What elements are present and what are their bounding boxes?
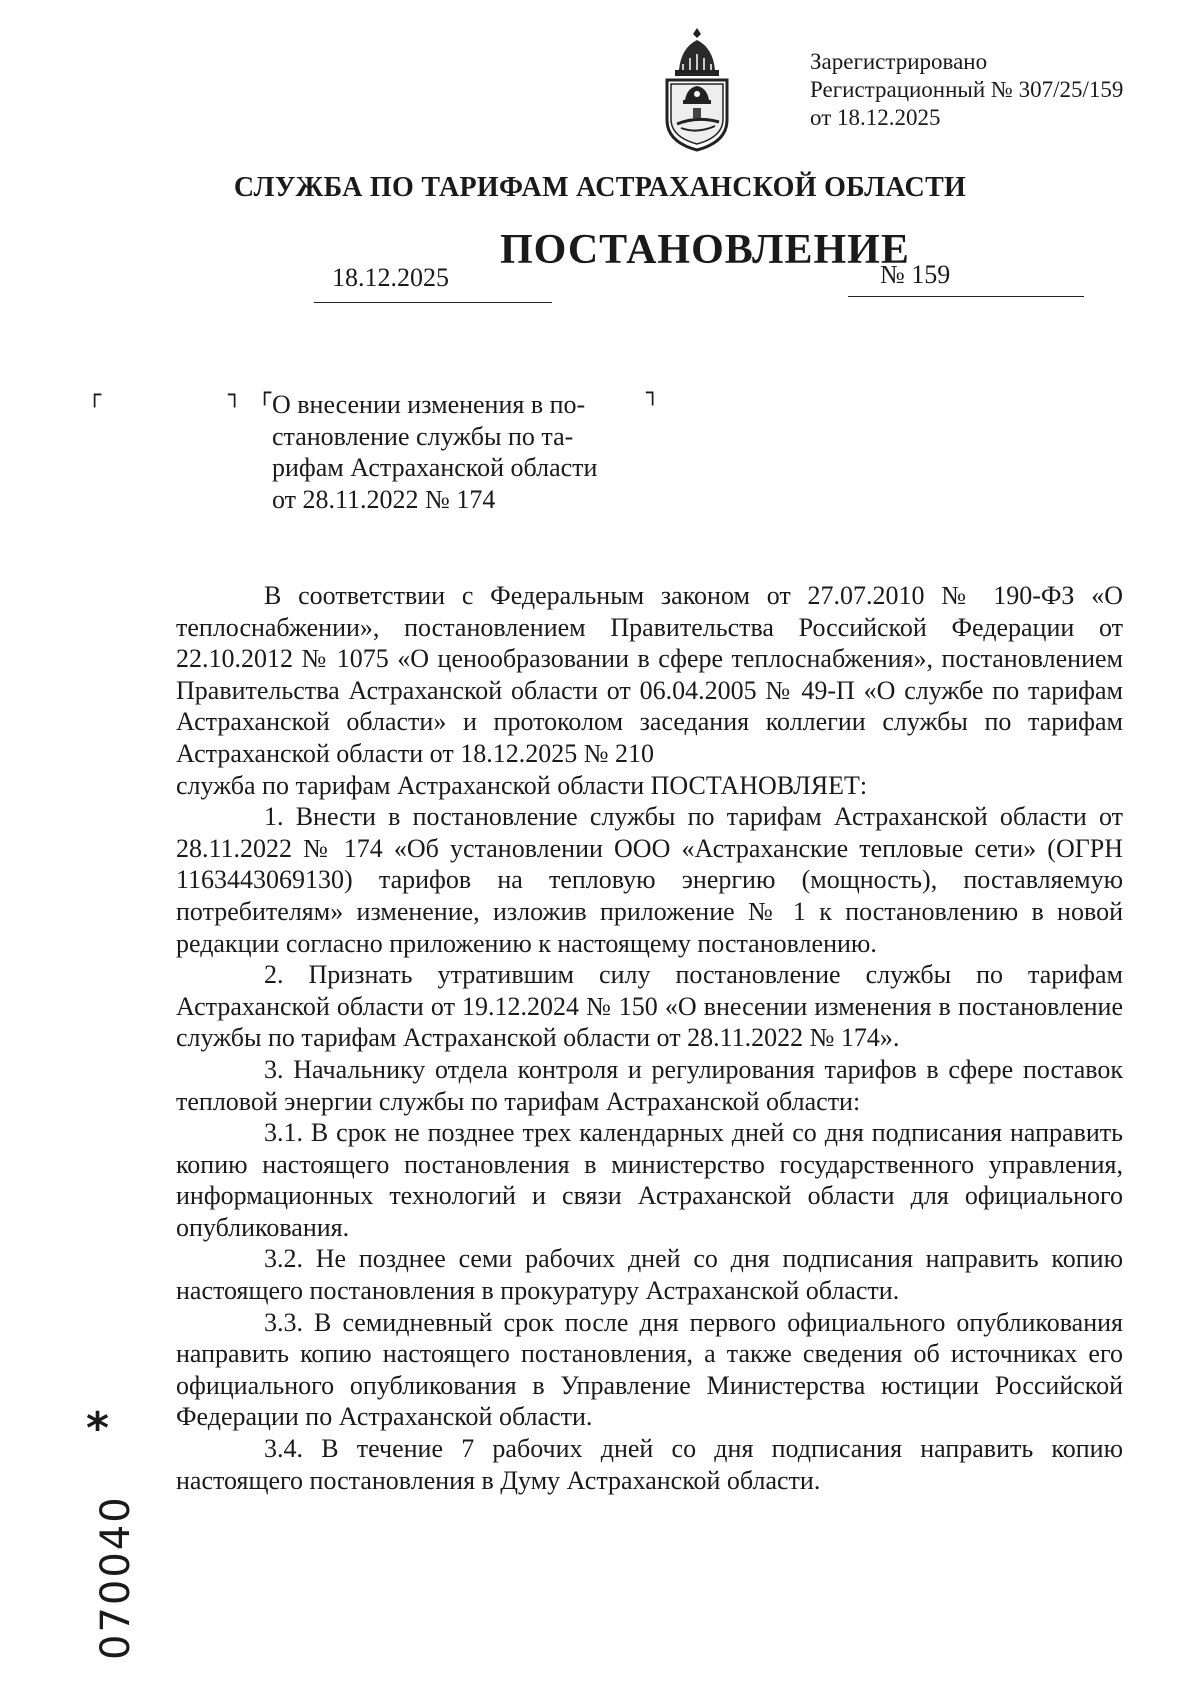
coat-of-arms-emblem [657, 24, 737, 154]
subject-line: от 28.11.2022 № 174 [272, 484, 496, 514]
document-subject [272, 389, 632, 515]
resolution-item: 3.3. В семидневный срок после дня первого официального опубликования направить копию настоящего постановления, а также сведения об источниках его официального опубликования в Управление Министерства юстиции Российской Федерации по Астраханской области. [176, 1307, 1123, 1432]
registration-number: Регистрационный № 307/25/159 [810, 77, 1124, 102]
subject-line: рифам Астраханской области [272, 453, 598, 482]
resolution-item: 3.4. В течение 7 рабочих дней со дня подписания направить копию настоящего постановления в Думу Астраханской области. [176, 1434, 1123, 1495]
resolution-item: 3.1. В срок не позднее трех календарных дней со дня подписания направить копию настоящего постановления в министерство государственного управления, информационных технологий и связи Астраханской области для официального опубликования. [176, 1118, 1123, 1242]
margin-star-mark: * [86, 1403, 110, 1454]
margin-serial-stamp: 070040 [93, 1495, 139, 1660]
resolution-item: 3. Начальнику отдела контроля и регулирования тарифов в сфере поставок тепловой энергии службы по тарифам Астраханской области: [176, 1054, 1123, 1116]
registration-block [810, 48, 1123, 132]
corner-bracket-subject-left: ┌ [258, 381, 272, 406]
preamble-paragraph: В соответствии с Федеральным законом от 27.07.2010 № 190-ФЗ «О теплоснабжении», постановлением Правительства Российской Федерации от 22.10.2012 № 1075 «О ценообразовании в сфере теплоснабжения», постановлением Правительства Астраханской области от 06.04.2005 № 49-П «О службе по тарифам Астраханской области» и протоколом заседания коллегии службы по тарифам Астраханской области от 18.12.2025 № 210 [176, 581, 1123, 768]
corner-bracket-mid-right: ┐ [228, 383, 242, 408]
registration-date: от 18.12.2025 [810, 105, 941, 130]
corner-bracket-subject-right: ┐ [646, 381, 660, 406]
agency-name: СЛУЖБА ПО ТАРИФАМ АСТРАХАНСКОЙ ОБЛАСТИ [233, 172, 967, 203]
subject-line: становление службы по та- [272, 421, 574, 451]
document-type: ПОСТАНОВЛЕНИЕ [500, 227, 910, 273]
document-number: № 159 [880, 260, 951, 289]
resolves-line: служба по тарифам Астраханской области ПОСТАНОВЛЯЕТ: [176, 770, 868, 800]
registration-label: Зарегистрировано [810, 49, 988, 74]
document-body [176, 580, 1123, 1496]
resolution-item: 2. Признать утратившим силу постановление службы по тарифам Астраханской области от 19.12.2024 № 150 «О внесении изменения в постановление службы по тарифам Астраханской области от 28.11.2022 № 174». [176, 960, 1123, 1053]
date-underline [314, 302, 552, 303]
number-underline [848, 296, 1084, 297]
resolution-item: 3.2. Не позднее семи рабочих дней со дня подписания направить копию настоящего постановления в прокуратуру Астраханской области. [176, 1244, 1123, 1306]
document-date: 18.12.2025 [332, 263, 449, 292]
subject-line: О внесении изменения в по- [272, 390, 586, 419]
corner-bracket-left: ┌ [88, 383, 102, 408]
resolution-item: 1. Внести в постановление службы по тарифам Астраханской области от 28.11.2022 № 174 «Об установлении ООО «Астраханские тепловые сети» (ОГРН 1163443069130) тарифов на тепловую энергию (мощность), поставляемую потребителям» изменение, изложив приложение № 1 к постановлению в новой редакции согласно приложению к настоящему постановлению. [176, 802, 1123, 958]
